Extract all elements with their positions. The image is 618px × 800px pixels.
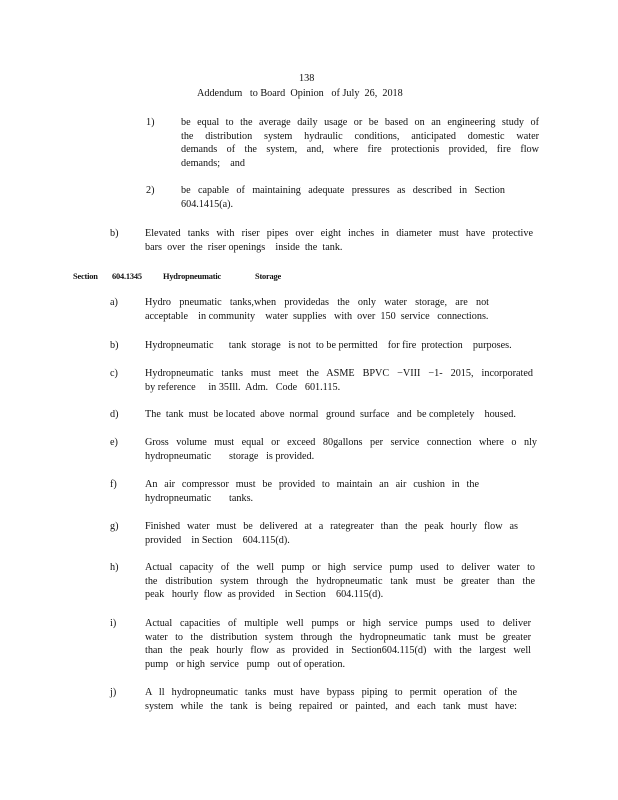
item-marker: a): [110, 297, 118, 308]
text-line: by reference in 35Ill. Adm. Code 601.115.: [145, 381, 341, 393]
text-line: demands of the system, and, where fire protectionis provided, fire flow: [181, 144, 539, 156]
item-marker: j): [110, 687, 117, 698]
text-line: Hydropneumatic tanks must meet the ASME BPVC −VIII −1- 2015, incorporated: [145, 368, 533, 379]
item-text: [145, 436, 537, 463]
text-line: Hydro pneumatic tanks,when providedas the only water storage, are not: [145, 297, 489, 308]
item-marker: d): [110, 409, 119, 420]
page-subtitle: Addendum to Board Opinion of July 26, 2018: [197, 88, 403, 99]
item-marker: g): [110, 521, 119, 532]
item-text: [145, 617, 531, 671]
item-marker: f): [110, 479, 117, 490]
section-subtitle: Storage: [255, 272, 282, 281]
text-line: An air compressor must be provided to maintain an air cushion in the: [145, 479, 479, 490]
item-text: [145, 561, 535, 602]
text-line: the distribution system through the hydropneumatic tank must be greater than the: [145, 575, 535, 587]
item-text: [145, 408, 535, 422]
text-line: the distribution system hydraulic conditions, anticipated domestic water: [181, 130, 539, 142]
text-line: Elevated tanks with riser pipes over eight inches in diameter must have protective: [145, 228, 533, 239]
text-line: 604.1415(a).: [181, 198, 234, 210]
item-marker: e): [110, 437, 118, 448]
section-number: 604.1345: [112, 272, 142, 281]
text-line: pump or high service pump out of operation.: [145, 658, 346, 670]
item-marker: b): [110, 340, 119, 351]
item-text: [145, 296, 489, 323]
text-line: Hydropneumatic tank storage is not to be permitted for fire protection purposes.: [145, 340, 512, 351]
text-line: system while the tank is being repaired or painted, and each tank must have:: [145, 700, 517, 712]
text-line: than the peak hourly flow as provided in Section604.115(d) with the largest well: [145, 645, 531, 657]
text-line: Actual capacities of multiple well pumps or high service pumps used to deliver: [145, 618, 531, 629]
text-line: bars over the riser openings inside the tank.: [145, 241, 343, 253]
text-line: Finished water must be delivered at a rategreater than the peak hourly flow as: [145, 521, 518, 532]
item-text: [145, 686, 517, 713]
text-line: be equal to the average daily usage or be based on an engineering study of: [181, 117, 539, 128]
text-line: be capable of maintaining adequate pressures as described in Section: [181, 185, 505, 196]
text-line: water to the distribution system through the hydropneumatic tank must be greater: [145, 631, 531, 643]
item-text: [181, 116, 539, 170]
text-line: peak hourly flow as provided in Section 604.115(d).: [145, 589, 384, 601]
text-line: A ll hydropneumatic tanks must have bypass piping to permit operation of the: [145, 687, 517, 698]
item-marker: h): [110, 562, 119, 573]
text-line: demands; and: [181, 157, 245, 169]
item-text: [145, 227, 533, 254]
item-marker: 2): [146, 185, 155, 196]
item-marker: c): [110, 368, 118, 379]
item-marker: i): [110, 618, 117, 629]
item-marker: b): [110, 228, 119, 239]
item-text: [145, 367, 533, 394]
item-text: [181, 184, 505, 211]
page-number: 138: [299, 73, 315, 84]
item-marker: 1): [146, 117, 155, 128]
text-line: Gross volume must equal or exceed 80gallons per service connection where o nly: [145, 437, 537, 448]
section-label: Section: [73, 272, 98, 281]
item-text: [145, 520, 518, 547]
item-text: [145, 339, 523, 353]
text-line: Actual capacity of the well pump or high service pump used to deliver water to: [145, 562, 535, 573]
item-text: [145, 478, 479, 505]
text-line: provided in Section 604.115(d).: [145, 534, 290, 546]
text-line: hydropneumatic storage is provided.: [145, 450, 315, 462]
text-line: The tank must be located above normal ground surface and be completely housed.: [145, 409, 516, 420]
text-line: acceptable in community water supplies with over 150 service connections.: [145, 310, 489, 322]
section-title: Hydropneumatic: [163, 272, 222, 281]
text-line: hydropneumatic tanks.: [145, 492, 254, 504]
